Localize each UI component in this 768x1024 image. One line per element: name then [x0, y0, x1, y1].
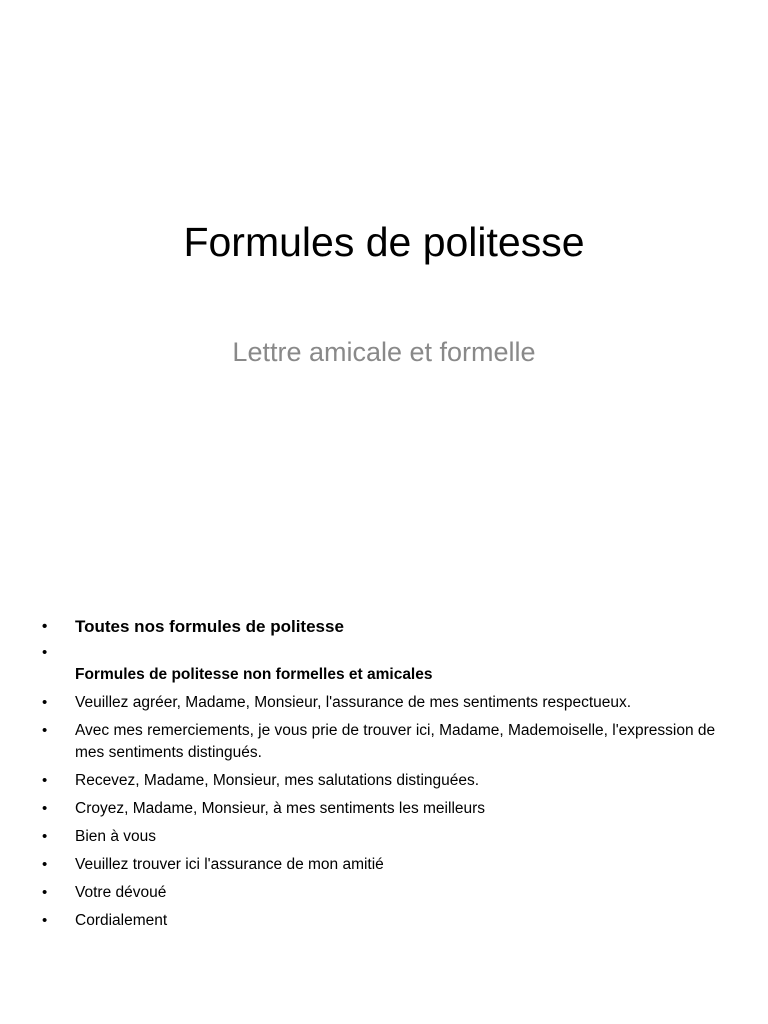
bullet-icon: •: [42, 912, 48, 929]
list-item: [42, 854, 742, 876]
slide-title: Formules de politesse: [183, 219, 585, 265]
list-item-text: Cordialement: [75, 912, 168, 929]
bullet-icon: •: [42, 856, 48, 873]
list-heading-text: Toutes nos formules de politesse: [75, 617, 344, 636]
list-item-text: Votre dévoué: [75, 884, 167, 901]
list-item-heading: [42, 612, 742, 642]
bullet-icon: •: [42, 772, 48, 789]
list-item-text: Avec mes remerciements, je vous prie de trouver ici, Madame, Mademoiselle, l'expression de mes sentiments distingués.: [75, 722, 716, 761]
bullet-icon: •: [42, 618, 48, 635]
bullet-icon: •: [42, 884, 48, 901]
list-item: [42, 826, 742, 848]
list-item-text: Veuillez trouver ici l'assurance de mon amitié: [75, 856, 384, 873]
bullet-icon: •: [42, 694, 48, 711]
list-item: [42, 770, 742, 792]
list-subheading: [42, 664, 742, 686]
list-item-text: Veuillez agréer, Madame, Monsieur, l'assurance de mes sentiments respectueux.: [75, 694, 632, 711]
list-item: [42, 720, 742, 764]
list-item-text: Bien à vous: [75, 828, 156, 845]
list-item-text: Croyez, Madame, Monsieur, à mes sentiments les meilleurs: [75, 800, 486, 817]
list-item-empty: [42, 642, 742, 664]
bullet-icon: •: [42, 644, 48, 661]
list-item: [42, 882, 742, 904]
bullet-icon: •: [42, 828, 48, 845]
bullet-icon: •: [42, 722, 48, 739]
bullet-icon: •: [42, 800, 48, 817]
list-item: [42, 798, 742, 820]
list-item: [42, 910, 742, 932]
list-item: [42, 692, 742, 714]
slide-subtitle: Lettre amicale et formelle: [232, 337, 536, 367]
list-subheading-text: Formules de politesse non formelles et amicales: [75, 666, 433, 683]
list-item-text: Recevez, Madame, Monsieur, mes salutations distinguées.: [75, 772, 480, 789]
bullet-list: [42, 612, 742, 932]
